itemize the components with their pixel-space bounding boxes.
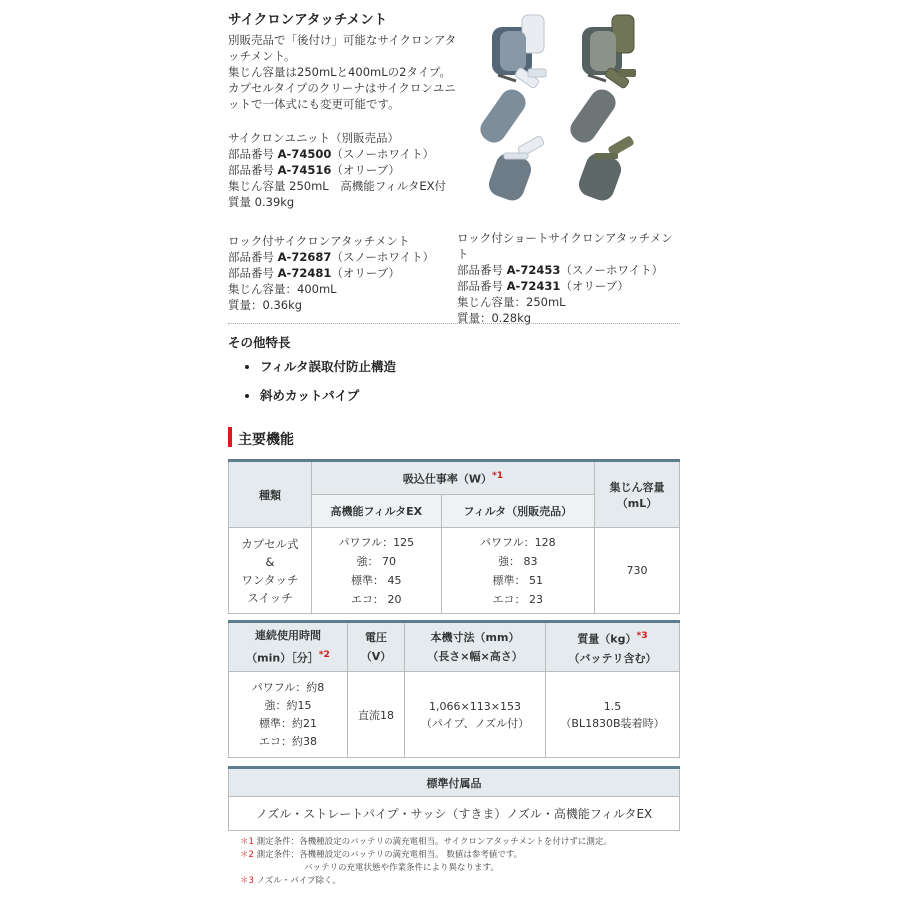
part-prefix: 部品番号 xyxy=(228,163,278,177)
cyclone-unit-name: サイクロンユニット（別販売品） xyxy=(228,131,400,145)
time-header xyxy=(229,622,348,672)
mass-value xyxy=(546,672,680,758)
part-color: （オリーブ） xyxy=(560,279,629,293)
part-prefix: 部品番号 xyxy=(228,266,278,280)
value-line: エコ：約38 xyxy=(259,734,317,748)
intro-line: 集じん容量は250mLと400mLの2タイプ。 xyxy=(228,65,451,79)
mass-header-label: 質量（kg） xyxy=(577,632,637,646)
part-number-line xyxy=(457,278,682,294)
suction-spec-table xyxy=(228,459,680,614)
mass-header-unit: （バッテリ含む） xyxy=(568,651,657,665)
lock-short-attachment-specs xyxy=(457,230,682,326)
intro-block xyxy=(228,8,468,112)
section-divider xyxy=(228,323,680,324)
value-line: 標準：約21 xyxy=(259,716,317,730)
mass-number: 1.5 xyxy=(603,699,622,713)
type-line: スイッチ xyxy=(247,590,293,605)
size-note: （パイプ、ノズル付） xyxy=(420,716,530,730)
footnotes xyxy=(240,836,680,888)
mass-header xyxy=(546,622,680,672)
type-line: カプセル式 xyxy=(241,536,299,551)
product-illustration xyxy=(470,5,680,215)
cyclone-unit-specs xyxy=(228,130,478,210)
usage-spec-table xyxy=(228,620,680,758)
other-features xyxy=(228,333,678,415)
white-short-attachment-image xyxy=(486,135,545,204)
footnote-text: 測定条件：各機種設定のバッテリの満充電相当。 数値は参考値です。 xyxy=(256,850,523,860)
part-color: （スノーホワイト） xyxy=(331,147,435,161)
part-color: （スノーホワイト） xyxy=(331,250,435,264)
filter-header: フィルタ（別販売品） xyxy=(441,495,594,528)
part-code: A-72687 xyxy=(277,250,332,264)
lock-short-attachment-capacity: 集じん容量：250mL xyxy=(457,295,566,309)
part-number-line xyxy=(228,146,478,162)
accessories-header: 標準付属品 xyxy=(229,768,680,797)
part-code: A-74500 xyxy=(277,147,332,161)
value-line: エコ： 20 xyxy=(351,592,402,606)
voltage-header-label: 電圧 xyxy=(365,631,387,644)
part-number-line xyxy=(228,265,453,281)
filter-values xyxy=(441,528,594,614)
time-values xyxy=(229,672,348,758)
value-line: パワフル：125 xyxy=(338,535,415,549)
lock-short-attachment-name: ロック付ショートサイクロンアタッチメント xyxy=(457,231,673,261)
type-header: 種類 xyxy=(229,461,312,528)
intro-description xyxy=(228,32,468,112)
olive-short-attachment-image xyxy=(576,135,635,204)
accessories-content: ノズル・ストレートパイプ・サッシ（すきま）ノズル・高機能フィルタEX xyxy=(229,797,680,831)
intro-title: サイクロンアタッチメント xyxy=(228,12,388,28)
size-value xyxy=(405,672,546,758)
value-line: パワフル：128 xyxy=(480,535,556,549)
suction-header xyxy=(312,461,595,495)
voltage-header-unit: （V） xyxy=(360,650,392,663)
part-number-line xyxy=(228,162,478,178)
mass-note: （BL1830B装着時） xyxy=(560,716,665,730)
capacity-header-label: 集じん容量 xyxy=(609,480,665,494)
intro-line: ッチメント。 xyxy=(228,49,296,63)
footnote-mark: ＊3 xyxy=(240,876,254,886)
part-code: A-72431 xyxy=(506,279,561,293)
suction-header-label: 吸込仕事率（W） xyxy=(402,472,492,486)
lock-short-attachment-weight: 質量：0.28kg xyxy=(457,311,532,325)
accessories-table xyxy=(228,766,680,831)
part-color: （オリーブ） xyxy=(331,266,400,280)
footnote-text: 測定条件：各機種設定のバッテリの満充電相当。サイクロンアタッチメントを付けずに測定。 xyxy=(256,837,612,847)
type-cell xyxy=(229,528,312,614)
size-header-label: 本機寸法（mm） xyxy=(430,631,520,644)
capacity-header-unit: （mL） xyxy=(616,496,658,510)
cyclone-unit-capacity: 集じん容量 250mL 高機能フィルタEX付 xyxy=(228,179,446,193)
footnote-text: ノズル・パイプ除く。 xyxy=(256,876,341,886)
part-color: （スノーホワイト） xyxy=(560,263,664,277)
voltage-value: 直流18 xyxy=(348,672,405,758)
capacity-header xyxy=(595,461,680,528)
note-marker: *3 xyxy=(636,630,648,642)
size-header-unit: （長さ×幅×高さ） xyxy=(427,650,523,663)
lock-attachment-name: ロック付サイクロンアタッチメント xyxy=(228,234,410,248)
type-line: & xyxy=(265,554,275,569)
footnote-mark: ＊2 xyxy=(240,850,254,860)
value-line: 強： 70 xyxy=(356,554,397,568)
footnote-mark: ＊1 xyxy=(240,837,254,847)
main-functions-heading: 主要機能 xyxy=(238,432,294,448)
size-dimensions: 1,066×113×153 xyxy=(429,699,521,713)
part-prefix: 部品番号 xyxy=(457,263,507,277)
value-line: エコ： 23 xyxy=(492,592,544,606)
type-line: ワンタッチ xyxy=(241,572,299,587)
part-code: A-72453 xyxy=(506,263,561,277)
capacity-value: 730 xyxy=(595,528,680,614)
value-line: パワフル：約8 xyxy=(251,680,325,694)
note-marker: *2 xyxy=(318,649,330,661)
footnote-text: バッテリの充電状態や作業条件により異なります。 xyxy=(304,863,499,873)
footnote xyxy=(240,836,680,849)
value-line: 強：約15 xyxy=(264,698,312,712)
size-header xyxy=(405,622,546,672)
part-prefix: 部品番号 xyxy=(457,279,507,293)
part-code: A-74516 xyxy=(277,163,332,177)
other-features-title: その他特長 xyxy=(228,335,291,350)
part-code: A-72481 xyxy=(277,266,332,280)
cyclone-unit-weight: 質量 0.39kg xyxy=(228,195,295,209)
attachment-product-images xyxy=(470,5,680,215)
intro-line: カプセルタイプのクリーナはサイクロンユニ xyxy=(228,81,456,95)
footnote xyxy=(240,862,680,875)
part-color: （オリーブ） xyxy=(331,163,400,177)
lock-attachment-capacity: 集じん容量：400mL xyxy=(228,282,337,296)
value-line: 強： 83 xyxy=(498,554,538,568)
intro-line: 別販売品で「後付け」可能なサイクロンアタ xyxy=(228,33,457,47)
time-header-unit: （min）［分］ xyxy=(246,651,319,665)
value-line: 標準： 45 xyxy=(351,573,402,587)
footnote xyxy=(240,849,680,862)
note-marker: *1 xyxy=(491,469,504,481)
part-number-line xyxy=(457,262,682,278)
feature-list xyxy=(228,357,678,404)
feature-item: • フィルタ誤取付防止構造 xyxy=(260,357,678,375)
part-number-line xyxy=(228,249,453,265)
intro-line: ットで一体式にも変更可能です。 xyxy=(228,97,400,111)
lock-attachment-specs xyxy=(228,233,453,313)
filter-ex-values xyxy=(312,528,442,614)
value-line: 標準： 51 xyxy=(492,573,544,587)
time-header-label: 連続使用時間 xyxy=(255,629,321,643)
part-prefix: 部品番号 xyxy=(228,147,278,161)
lock-attachment-weight: 質量：0.36kg xyxy=(228,298,303,312)
feature-item: • 斜めカットパイプ xyxy=(260,386,678,404)
filter-ex-header: 高機能フィルタEX xyxy=(312,495,442,528)
footnote xyxy=(240,875,680,888)
voltage-header xyxy=(348,622,405,672)
part-prefix: 部品番号 xyxy=(228,250,278,264)
heading-accent-bar xyxy=(228,427,232,447)
